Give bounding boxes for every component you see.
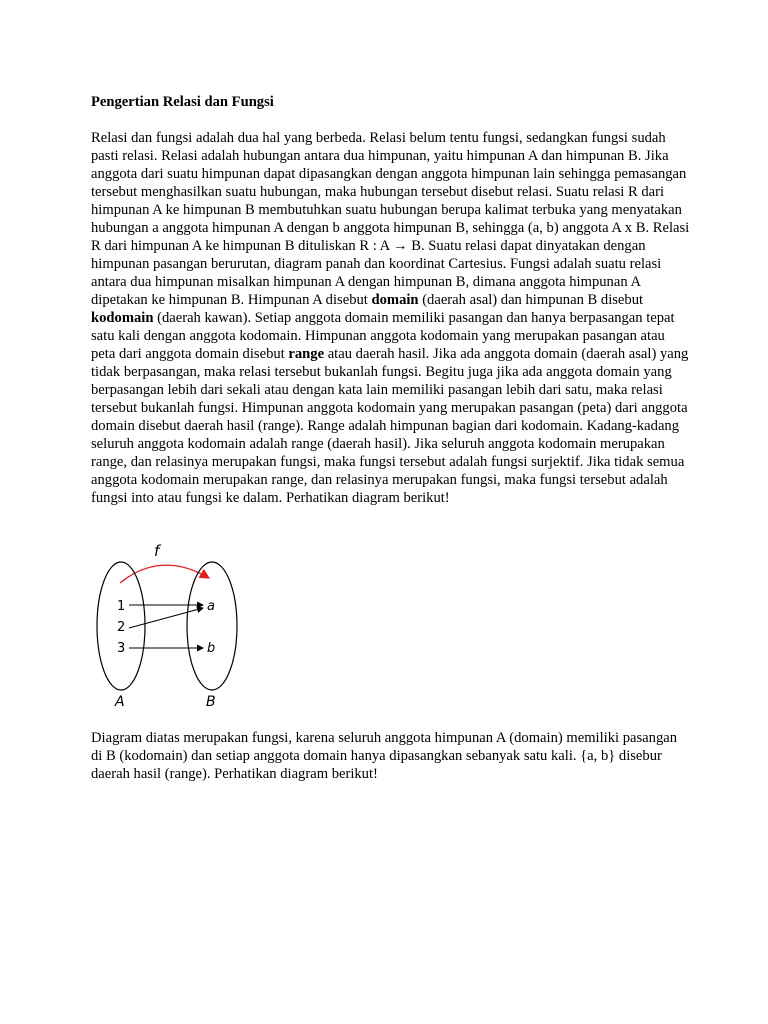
set-b-element-a: a: [207, 599, 215, 614]
document-body: [91, 93, 691, 507]
mapping-arrow-2-a: [129, 608, 203, 628]
arrow-diagram: [91, 540, 251, 715]
paragraph1-text-4: atau daerah hasil. Jika ada anggota domain (daerah asal) yang tidak berpasangan, maka relasi tersebut bukanlah fungsi. Begitu juga jika ada anggota domain yang berpasangan lebih dari sekali atau dengan kata lain memiliki pasangan lebih dari satu, maka relasi tersebut bukanlah fungsi. Himpunan anggota kodomain yang merupakan pasangan (peta) dari anggota domain disebut daerah hasil (range). Range adalah himpunan bagian dari kodomain. Kadang-kadang seluruh anggota kodomain adalah range (daerah hasil). Jika seluruh anggota kodomain merupakan range, dan relasinya merupakan fungsi, maka fungsi tersebut adalah fungsi surjektif. Jika tidak semua anggota kodomain merupakan range, dan relasinya merupakan fungsi, maka fungsi tersebut adalah fungsi into atau fungsi ke dalam. Perhatikan diagram berikut!: [91, 346, 689, 506]
set-a-element-1: 1: [117, 599, 126, 614]
set-b-label: B: [206, 694, 216, 710]
paragraph1-text-2: (daerah asal) dan himpunan B disebut: [418, 292, 644, 308]
paragraph-relasi-fungsi: [91, 129, 691, 507]
term-domain: domain: [371, 292, 419, 308]
term-kodomain: kodomain: [91, 310, 154, 326]
set-a-element-3: 3: [117, 641, 126, 656]
document-title: Pengertian Relasi dan Fungsi: [91, 94, 274, 110]
arrow-diagram-svg: [91, 540, 251, 715]
set-b-ellipse: [187, 562, 237, 690]
function-arrow: [120, 565, 209, 583]
paragraph1-text-1: Relasi dan fungsi adalah dua hal yang berbeda. Relasi belum tentu fungsi, sedangkan fungsi sudah pasti relasi. Relasi adalah hubungan antara dua himpunan, yaitu himpunan A dan himpunan B. Jika anggota dari suatu himpunan dapat dipasangkan dengan anggota himpunan lain sehingga pemasangan tersebut menghasilkan suatu hubungan, maka hubungan tersebut disebut relasi. Suatu relasi R dari himpunan A ke himpunan B membutuhkan suatu hubungan berupa kalimat terbuka yang menyatakan hubungan a anggota himpunan A dengan b anggota himpunan B, sehingga (a, b) anggota A x B. Relasi R dari himpunan A ke himpunan B dituliskan R : A → B. Suatu relasi dapat dinyatakan dengan himpunan pasangan berurutan, diagram panah dan koordinat Cartesius. Fungsi adalah suatu relasi antara dua himpunan misalkan himpunan A dengan himpunan B, dimana anggota himpunan A dipetakan ke himpunan B. Himpunan A disebut: [91, 130, 690, 308]
function-label: f: [154, 542, 160, 560]
paragraph-diagram-explanation: Diagram diatas merupakan fungsi, karena seluruh anggota himpunan A (domain) memiliki pasangan di B (kodomain) dan setiap anggota domain hanya dipasangkan sebanyak satu kali. {a, b} disebur daerah hasil (range). Perhatikan diagram berikut!: [91, 730, 678, 782]
set-a-element-2: 2: [117, 620, 126, 635]
term-range: range: [288, 346, 325, 362]
set-a-label: A: [115, 694, 125, 710]
set-b-element-b: b: [207, 641, 216, 656]
paragraph1-text-3: (daerah kawan). Setiap anggota domain memiliki pasangan dan hanya berpasangan tepat satu kali dengan anggota kodomain. Himpunan anggota kodomain yang merupakan pasangan atau peta dari anggota domain disebut: [91, 310, 675, 362]
